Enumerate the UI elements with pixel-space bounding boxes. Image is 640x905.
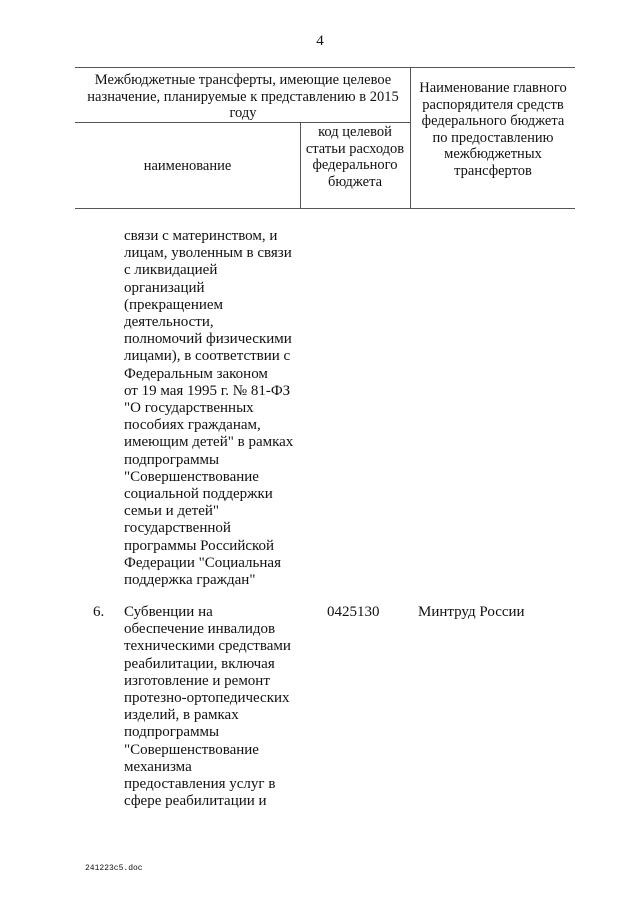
header-col-manager: Наименование главного распорядителя средств федерального бюджета по предоставлению межбюджетных трансфертов (419, 80, 567, 179)
header-col-code: код целевой статьи расходов федерального бюджета (305, 124, 405, 190)
header-bottom-border (75, 208, 575, 209)
page-number: 4 (316, 33, 324, 49)
header-divider-manager (410, 67, 411, 208)
header-top-border (75, 67, 575, 68)
header-inner-border (75, 122, 410, 123)
row-manager: Минтруд России (418, 604, 525, 620)
row-number: 6. (93, 604, 105, 620)
footer-filename: 241223c5.doc (85, 864, 143, 873)
header-group-title: Межбюджетные трансферты, имеющие целевое назначение, планируемые к представлению в 2015 году (87, 72, 399, 121)
header-col-name: наименование (143, 158, 232, 174)
continued-item-text: связи с материнством, и лицам, уволенным в связи с ликвидацией организаций (прекращением деятельности, полномочий физическими лицами), в соответствии с Федеральным законом от 19 мая 1995 г. № 81-ФЗ "О государственных пособиях гражданам, имеющим детей" в рамках подпрограммы "Совершенствование социальной поддержки семьи и детей" государственной программы Российской Федерации "Социальная поддержка граждан" (124, 228, 294, 589)
row-code: 0425130 (327, 604, 380, 620)
row-name: Субвенции на обеспечение инвалидов техническими средствами реабилитации, включая изготовление и ремонт протезно-ортопедических изделий, в рамках подпрограммы "Совершенствование механизма предоставления услуг в сфере реабилитации и (124, 604, 291, 810)
header-divider-code (300, 122, 301, 208)
